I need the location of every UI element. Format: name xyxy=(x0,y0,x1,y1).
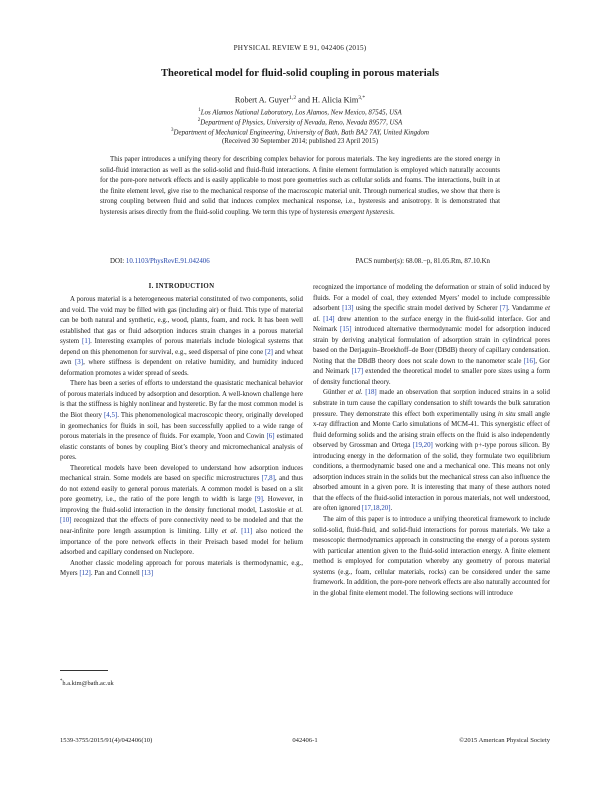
text-run: , Gor and Neimark xyxy=(313,357,550,376)
affiliation-text: Department of Physics, University of Nevada, Reno, Nevada 89577, USA xyxy=(200,119,403,127)
received-dates: (Received 30 September 2014; published 23 April 2015) xyxy=(222,138,378,145)
page-footer xyxy=(60,737,550,744)
citation-link[interactable]: [6] xyxy=(266,433,275,441)
text-run: Günther xyxy=(323,389,349,397)
citation-link[interactable]: [9] xyxy=(254,496,263,504)
citation-link[interactable]: [14] xyxy=(323,315,335,323)
citation-link[interactable]: [3] xyxy=(75,359,84,367)
text-run: using the specific strain model derived by Scherer xyxy=(353,305,500,313)
citation-link[interactable]: [2] xyxy=(264,348,273,356)
paper-title: Theoretical model for fluid-solid coupling in porous materials xyxy=(160,68,440,79)
text-run: et al. xyxy=(348,389,363,397)
affiliation-number: 1 xyxy=(198,108,201,113)
affiliation xyxy=(0,108,600,116)
text-run: et al. xyxy=(288,506,303,514)
footnote-mark: * xyxy=(60,679,63,684)
text-run: A porous material is a heterogeneous material constituted of two components, solid and void. The void may be filled with gas (including air) or fluid. This type of material can be both natural and synthetic, e.g., wood, plants, foam, and rock. It has been well established that gas or fluid adsorption induces strain changes in a porous material system xyxy=(60,296,303,346)
paragraph xyxy=(313,515,550,599)
paragraph xyxy=(313,283,550,388)
text-run: . However, in improving the fluid-solid interaction in the density functional model, Lastoskie xyxy=(60,496,303,514)
text-run: in situ xyxy=(497,410,516,418)
footnote-divider xyxy=(60,670,108,671)
text-run: recognized that the effects of pore connectivity need to be modeled and that the near-infinite pore length assumption is limiting. Lilly xyxy=(60,517,303,536)
text-run: et al. xyxy=(313,305,551,323)
citation-link[interactable]: [11] xyxy=(241,528,253,536)
citation-link[interactable]: [19,20] xyxy=(412,442,433,450)
text-run: small angle x-ray diffraction and Monte Carlo simulations of MCM-41. This synergistic effect of fluid deforming solids and the arising strain effects on the fluid is also independently observed by Grossman and Ortega xyxy=(313,410,550,450)
citation-link[interactable]: [7] xyxy=(499,305,508,313)
doi-link[interactable]: 10.1103/PhysRevE.91.042406 xyxy=(125,258,210,265)
citation-link[interactable]: [18] xyxy=(365,389,377,397)
citation-link[interactable]: [17,18,20] xyxy=(361,505,391,513)
text-run: Another classic modeling approach for porous materials is thermodynamic, e.g., Myers xyxy=(60,559,303,578)
citation-link[interactable]: [12] xyxy=(79,570,91,578)
author-affiliation-mark: 1,2 xyxy=(289,95,297,101)
citation-link[interactable]: [16] xyxy=(523,357,536,365)
citation-link[interactable]: [1] xyxy=(82,338,91,346)
page-number: 042406-1 xyxy=(292,737,318,744)
paragraph xyxy=(313,388,550,515)
citation-link[interactable]: [4,5] xyxy=(104,412,118,420)
text-run: working with p+-type porous silicon. By introducing energy in the deformation of the solid, they formulate two equilibrium conditions, a thermodynamic based one and a mechanical one. This means not only adsorption induces strain in the solids but the mechanical stress can also influence the absorbed amount in a given pore. It is interesting that many of these authors noted that the effects of the fluid-solid interaction in porous materials, not well understood, are often ignored xyxy=(313,442,550,513)
text-run: recognized the importance of modeling the deformation or strain of solid induced by fluids. For a model of coal, they extended Myers’ model to include compressible adsorbent xyxy=(313,284,550,313)
paragraph xyxy=(60,379,303,463)
affiliation-number: 3 xyxy=(171,128,174,133)
abstract-end: . xyxy=(392,208,395,216)
text-run: Theoretical models have been developed to understand how adsorption induces mechanical strain. Some models are based on specific microstructures xyxy=(60,464,303,483)
text-run: There has been a series of efforts to understand the quasistatic mechanical behavior of porous materials induced by adsorption and desorption. A well-known challenge here is that the stiffness is highly nonlinear and hysteretic. By far the most common model is the Biot theory xyxy=(60,380,303,420)
doi-row xyxy=(110,258,490,265)
text-run: . Vandamme xyxy=(507,305,546,313)
text-run: extended the theoretical model to smaller pore sizes using a form of density functional theory. xyxy=(313,368,551,386)
text-run: et al. xyxy=(221,528,238,536)
footnote xyxy=(60,679,114,687)
section-heading: I. INTRODUCTION xyxy=(148,283,215,290)
affiliation-text: Department of Mechanical Engineering, University of Bath, Bath BA2 7AY, United Kingdom xyxy=(173,129,429,137)
text-run: , and thus do not extend easily to general porous materials. A common model is based on a slit pore geometry, i.e., the ratio of the pore length to width is large xyxy=(60,475,303,504)
citation-link[interactable]: [13] xyxy=(141,570,154,578)
right-column xyxy=(313,283,550,599)
affiliation xyxy=(0,118,600,126)
text-run: introduced alternative thermodynamic model for adsorption induced strain by deriving analytical formulation of adsorption strain in cylindrical pores based on the Derjaguin–Broekhoff–de Boer (DBdB) theory of capillary condensation. Noting that the DBdB theory does not scale down to the nanometer scale xyxy=(313,326,550,365)
left-column xyxy=(60,295,303,580)
author-conjunction: and xyxy=(296,95,313,105)
text-run: , where stiffness is dependent on relative humidity, and humidity induced deformation promotes a wider spread of seeds. xyxy=(60,359,304,377)
paragraph xyxy=(60,295,303,379)
citation-link[interactable]: [17] xyxy=(351,368,364,376)
citation-link[interactable]: [7,8] xyxy=(261,475,275,483)
citation-link[interactable]: [15] xyxy=(340,326,352,334)
affiliation-text: Los Alamos National Laboratory, Los Alamos, New Mexico, 87545, USA xyxy=(200,109,402,117)
paragraph xyxy=(60,464,303,559)
text-run: and wheat awn xyxy=(60,348,303,367)
text-run: made an observation that sorption induced strains in a solid substrate in turn cause the capillary condensation to shift towards the bulk saturation pressure. They demonstrate this effect both experimentally using xyxy=(313,389,551,418)
pacs-numbers: PACS number(s): 68.08.−p, 81.05.Rm, 87.10.Kn xyxy=(355,258,490,265)
text-run: also noticed the importance of the pore network effects in their Preisach based model for helium adsorbed and capillary condensed on Nuclepore. xyxy=(60,528,303,557)
abstract xyxy=(100,155,500,218)
affiliation-number: 2 xyxy=(197,118,201,123)
text-run: . Interesting examples of porous materials include biological systems that depend on this phenomenon for survival, e.g., seed dispersal of pine cone xyxy=(60,338,303,356)
paragraph xyxy=(60,559,303,580)
text-run: estimated elastic constants of bones by coupling Biot’s theory and micromechanical analysis of pores. xyxy=(60,433,303,462)
footer-issn: 1539-3755/2015/91(4)/042406(10) xyxy=(60,737,153,744)
abstract-emphasis: emergent hysteresis xyxy=(338,208,393,216)
author-affiliation-mark: 3,* xyxy=(358,95,366,101)
author-name: H. Alicia Kim xyxy=(312,95,359,105)
journal-header: PHYSICAL REVIEW E 91, 042406 (2015) xyxy=(233,44,367,52)
author-name: Robert A. Guyer xyxy=(234,95,290,105)
citation-link[interactable]: [13] xyxy=(342,305,354,313)
author-list xyxy=(0,95,600,105)
text-run: drew attention to the surface energy in the fluid-solid interface. Gor and Neimark xyxy=(313,315,550,334)
text-run: . This phenomenological macroscopic theory, originally developed in geomechanics for fluids in soil, has been successfully applied to a wide range of porous materials in the presence of fluids. For example, Yoon and Cowin xyxy=(60,412,304,441)
doi-label: DOI: xyxy=(110,258,126,265)
author-email[interactable]: h.a.kim@bath.ac.uk xyxy=(62,680,114,688)
text-run: . xyxy=(390,505,393,513)
abstract-text: This paper introduces a unifying theory for describing complex behavior for porous materials. The key ingredients are the stored energy in solid-fluid interaction as well as the solid-solid and fluid-fluid interactions. A finite element formulation is employed which naturally accounts for the pore-pore network effects and is easily applicable to most pore geometries such as cellular solids and foams. The interactions, built in at the finite element level, give rise to the mechanical response of the macroscopic material unit. Through numerical studies, we show that there is strong coupling between fluid and solid that induces complex mechanical response, i.e., hysteresis and anisotropy. It is demonstrated that hysteresis arises directly from the fluid-solid coupling. We term this type of hysteresis xyxy=(100,156,500,216)
citation-link[interactable]: [10] xyxy=(60,517,72,525)
text-run: . Pan and Connell xyxy=(90,570,142,578)
copyright: ©2015 American Physical Society xyxy=(459,737,550,744)
text-run: The aim of this paper is to introduce a unifying theoretical framework to include solid-solid, fluid-fluid, and solid-fluid interactions for porous materials. We take a mesoscopic thermodynamics approach in constructing the energy of a porous system with particular attention given to the fluid-solid interaction energy. A finite element method is employed for computation whereby any geometry of porous material systems (e.g., foam, cellular materials, rocks) can be considered under the same framework. In addition, the pore-pore network effects are also naturally accounted for in the global finite element model. The following sections will introduce xyxy=(313,516,550,597)
affiliation xyxy=(0,128,600,136)
